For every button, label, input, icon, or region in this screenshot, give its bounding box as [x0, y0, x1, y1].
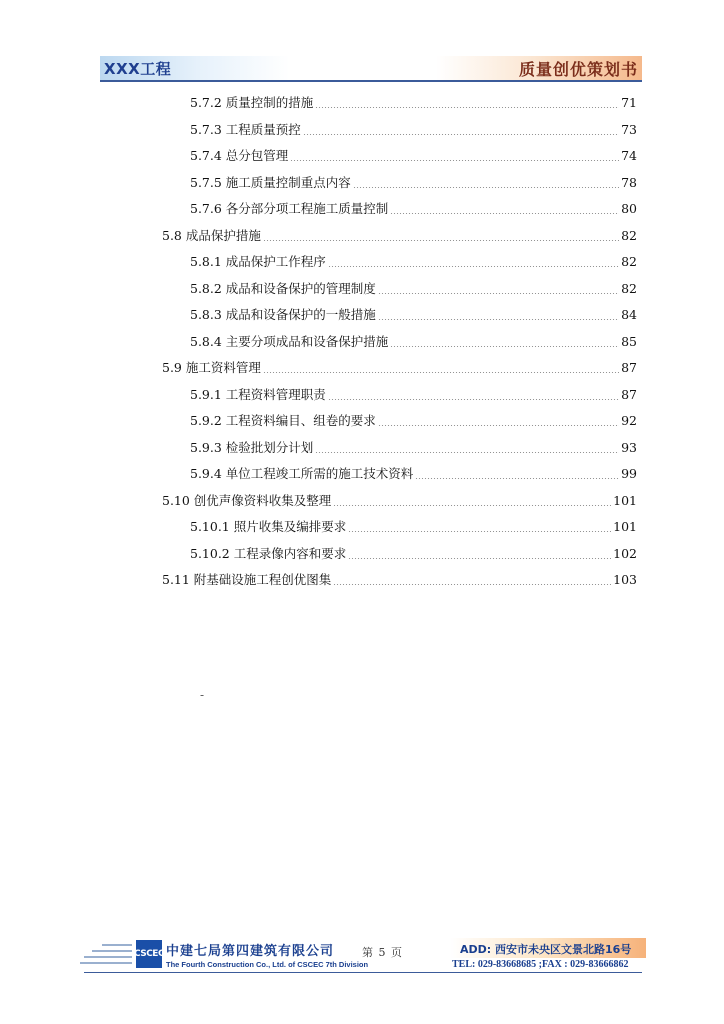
toc-dot-leader	[290, 160, 619, 161]
toc-entry	[190, 305, 637, 325]
stray-mark: -	[200, 688, 205, 702]
toc-entry-page: 87	[621, 386, 637, 402]
toc-entry-label: 5.9.1 工程资料管理职责	[190, 386, 326, 402]
toc-dot-leader	[333, 584, 611, 585]
toc-entry-page: 71	[621, 95, 637, 110]
toc-entry-label: 5.9.4 单位工程竣工所需的施工技术资料	[190, 466, 414, 481]
toc-entry-label: 5.7.4 总分包管理	[190, 148, 289, 163]
footer-stripes-decoration	[80, 944, 132, 970]
toc-entry	[190, 517, 637, 537]
toc-entry	[190, 279, 637, 299]
toc-entry-page: 87	[621, 360, 637, 375]
page-footer	[80, 938, 646, 972]
toc-entry	[190, 252, 637, 272]
toc-entry-page: 101	[613, 519, 637, 534]
toc-entry-label: 5.11 附基础设施工程创优图集	[162, 572, 332, 587]
header-rule	[100, 80, 642, 82]
toc-entry	[162, 226, 637, 246]
toc-entry	[162, 491, 637, 511]
page-header	[100, 56, 642, 80]
company-logo: CSCEC	[136, 940, 162, 968]
toc-entry	[190, 544, 637, 564]
toc-entry-label: 5.9.2 工程资料编目、组卷的要求	[190, 413, 376, 428]
toc-entry	[190, 146, 637, 166]
toc-dot-leader	[390, 213, 619, 214]
toc-dot-leader	[315, 107, 619, 108]
toc-entry-page: 80	[621, 201, 637, 216]
toc-entry	[190, 93, 637, 113]
toc-entry	[190, 438, 637, 458]
toc-entry	[190, 411, 637, 431]
toc-entry-page: 93	[621, 439, 637, 455]
toc-entry	[190, 173, 637, 193]
toc-dot-leader	[415, 478, 619, 479]
toc-dot-leader	[303, 134, 619, 135]
toc-entry-page: 92	[621, 413, 637, 428]
toc-entry	[190, 120, 637, 140]
toc-dot-leader	[328, 266, 619, 267]
toc-dot-leader	[263, 372, 619, 373]
toc-dot-leader	[378, 293, 619, 294]
toc-entry-label: 5.7.3 工程质量预控	[190, 121, 301, 137]
toc-dot-leader	[315, 452, 619, 453]
toc-entry	[190, 385, 637, 405]
toc-entry-label: 5.8 成品保护措施	[162, 227, 261, 243]
toc-entry-label: 5.8.2 成品和设备保护的管理制度	[190, 280, 376, 296]
toc-entry-page: 101	[613, 492, 637, 508]
toc-entry	[190, 332, 637, 352]
toc-dot-leader	[378, 319, 619, 320]
toc-entry-label: 5.8.1 成品保护工作程序	[190, 254, 326, 269]
toc-entry-label: 5.7.6 各分部分项工程施工质量控制	[190, 201, 389, 216]
toc-entry-page: 82	[621, 254, 637, 269]
footer-rule	[84, 972, 642, 973]
toc-entry-label: 5.9 施工资料管理	[162, 360, 261, 375]
toc-dot-leader	[348, 558, 611, 559]
toc-entry-label: 5.8.4 主要分项成品和设备保护措施	[190, 333, 389, 349]
toc-dot-leader	[348, 531, 611, 532]
toc-entry-label: 5.7.5 施工质量控制重点内容	[190, 174, 351, 190]
company-name-en: The Fourth Construction Co., Ltd. of CSCEC 7th Division	[166, 960, 369, 969]
header-document-title: 质量创优策划书	[518, 60, 638, 79]
toc-entry-page: 102	[613, 545, 637, 561]
toc-entry	[190, 464, 637, 484]
toc-dot-leader	[378, 425, 619, 426]
company-name-cn: 中建七局第四建筑有限公司	[166, 944, 335, 959]
toc-entry-page: 74	[621, 148, 637, 163]
toc-entry-label: 5.8.3 成品和设备保护的一般措施	[190, 307, 376, 322]
toc-dot-leader	[263, 240, 619, 241]
toc-entry-label: 5.10.1 照片收集及编排要求	[190, 519, 347, 534]
toc-dot-leader	[390, 346, 619, 347]
header-project-title: XXX工程	[104, 60, 172, 78]
toc-entry-page: 82	[621, 280, 637, 296]
company-tel-fax: TEL: 029-83668685 ;FAX : 029-83666862	[452, 959, 629, 970]
toc-entry-label: 5.9.3 检验批划分计划	[190, 439, 314, 455]
toc-entry-page: 99	[621, 466, 637, 481]
toc-entry	[190, 199, 637, 219]
toc-dot-leader	[328, 399, 619, 400]
toc-entry	[162, 358, 637, 378]
toc-entry	[162, 570, 637, 590]
company-address: ADD: 西安市未央区文景北路16号	[460, 943, 632, 956]
toc-dot-leader	[353, 187, 619, 188]
toc-entry-label: 5.10.2 工程录像内容和要求	[190, 545, 347, 561]
toc-entry-page: 82	[621, 227, 637, 243]
toc-entry-label: 5.7.2 质量控制的措施	[190, 95, 314, 110]
toc-entry-page: 73	[621, 121, 637, 137]
toc-entry-page: 85	[621, 333, 637, 349]
toc-dot-leader	[333, 505, 611, 506]
toc-entry-page: 103	[613, 572, 637, 587]
toc-entry-page: 78	[621, 174, 637, 190]
toc-entry-page: 84	[621, 307, 637, 322]
page-number: 第 5 页	[362, 946, 403, 959]
toc-entry-label: 5.10 创优声像资料收集及整理	[162, 492, 332, 508]
